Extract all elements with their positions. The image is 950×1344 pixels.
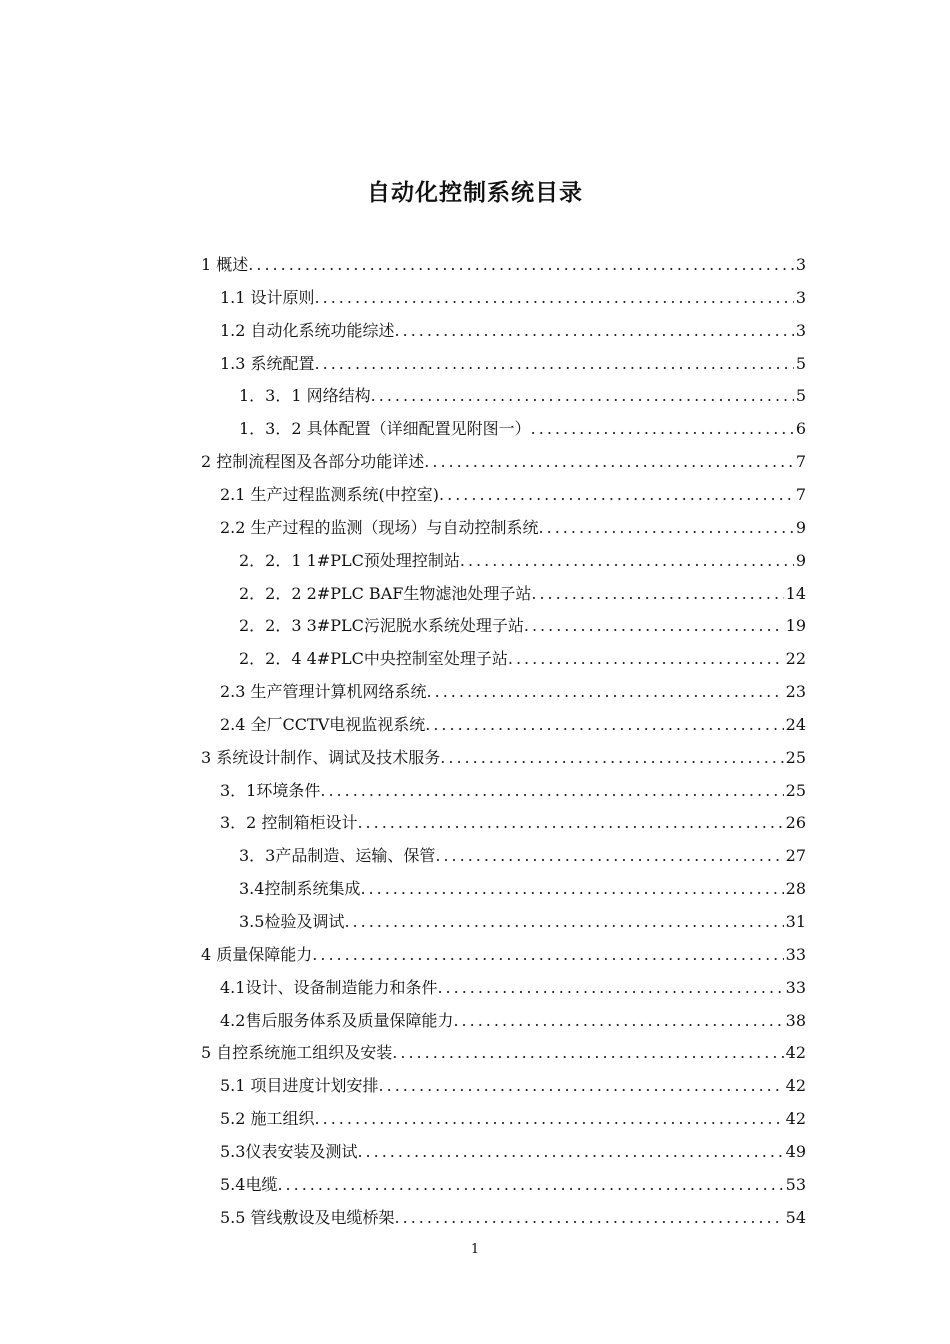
toc-entry-label: 2．2．3 3#PLC污泥脱水系统处理子站 [239,616,524,635]
toc-entry-label: 1．3．1 网络结构 [239,386,371,405]
toc-entry [220,314,806,347]
toc-entry-label: 5 自控系统施工组织及安装 [201,1043,393,1062]
toc-entry-label: 5.3仪表安装及测试 [220,1142,358,1161]
toc-entry-label: 5.1 项目进度计划安排 [220,1076,379,1095]
toc-entry-label: 5.4电缆 [220,1175,278,1194]
toc-entry-label: 2.4 全厂CCTV电视监视系统 [220,715,426,734]
toc-entry [220,1201,806,1234]
toc-leader-dots [427,675,784,708]
toc-leader-dots [320,774,783,807]
toc-entry [239,642,806,675]
toc-leader-dots [344,905,783,938]
toc-leader-dots [312,938,783,971]
toc-leader-dots [315,281,794,314]
document-title: 自动化控制系统目录 [367,180,583,206]
toc-entry [220,1069,806,1102]
toc-entry-page: 26 [785,813,806,832]
toc-leader-dots [360,872,783,905]
toc-entry [220,806,806,839]
toc-leader-dots [315,347,794,380]
toc-entry-label: 3．2 控制箱柜设计 [220,813,358,832]
toc-entry-label: 2．2．2 2#PLC BAF生物滤池处理子站 [239,584,532,603]
toc-entry-page: 42 [785,1043,806,1062]
toc-entry-label: 4 质量保障能力 [201,945,313,964]
toc-entry [220,1102,806,1135]
toc-entry-page: 42 [785,1109,806,1128]
toc-entry [201,248,806,281]
toc-entry-label: 2 控制流程图及各部分功能详述 [201,452,425,471]
toc-entry-page: 3 [795,321,806,340]
toc-leader-dots [424,445,794,478]
toc-entry [239,609,806,642]
toc-leader-dots [453,1004,783,1037]
toc-leader-dots [508,642,784,675]
toc-leader-dots [539,511,794,544]
toc-entry-label: 3 系统设计制作、调试及技术服务 [201,748,441,767]
toc-entry-page: 38 [785,1011,806,1030]
toc-entry-label: 1．3．2 具体配置（详细配置见附图一） [239,419,531,438]
toc-entry-label: 1 概述 [201,255,249,274]
toc-entry [220,1135,806,1168]
toc-entry [220,1004,806,1037]
toc-entry-page: 5 [795,354,806,373]
toc-entry-page: 27 [785,846,806,865]
toc-entry-label: 1.2 自动化系统功能综述 [220,321,395,340]
toc-entry-page: 22 [785,649,806,668]
toc-entry [220,511,806,544]
toc-entry-page: 3 [795,288,806,307]
toc-leader-dots [460,544,794,577]
page-number: 1 [470,1242,480,1257]
toc-entry-label: 3.5检验及调试 [239,912,345,931]
toc-entry [201,938,806,971]
toc-leader-dots [315,1102,784,1135]
toc-entry-page: 19 [785,616,806,635]
toc-entry [239,544,806,577]
toc-entry-label: 4.2售后服务体系及质量保障能力 [220,1011,454,1030]
toc-leader-dots [395,314,794,347]
toc-entry-page: 31 [785,912,806,931]
toc-entry-page: 3 [795,255,806,274]
toc-leader-dots [531,412,794,445]
toc-entry-page: 24 [785,715,806,734]
toc-leader-dots [440,741,783,774]
toc-entry [220,774,806,807]
toc-leader-dots [524,609,784,642]
toc-entry [220,675,806,708]
toc-leader-dots [277,1168,783,1201]
toc-entry-label: 1.3 系统配置 [220,354,315,373]
toc-entry-page: 7 [795,452,806,471]
toc-entry-label: 3．3产品制造、运输、保管 [239,846,436,865]
toc-leader-dots [437,971,783,1004]
toc-entry-label: 1.1 设计原则 [220,288,315,307]
toc-entry-label: 3．1环境条件 [220,781,321,800]
toc-entry-page: 14 [785,584,806,603]
toc-entry-label: 3.4控制系统集成 [239,879,361,898]
toc-entry-page: 25 [785,748,806,767]
toc-entry [220,478,806,511]
toc-leader-dots [435,839,783,872]
toc-entry-page: 33 [785,945,806,964]
toc-entry [201,741,806,774]
toc-entry-page: 23 [785,682,806,701]
toc-entry-label: 2．2．1 1#PLC预处理控制站 [239,551,460,570]
toc-entry [220,281,806,314]
toc-entry-label: 2.3 生产管理计算机网络系统 [220,682,427,701]
toc-entry [239,577,806,610]
toc-entry [239,412,806,445]
toc-leader-dots [395,1201,784,1234]
toc-entry-page: 49 [785,1142,806,1161]
toc-entry [239,379,806,412]
toc-entry [220,347,806,380]
toc-leader-dots [371,379,794,412]
toc-leader-dots [392,1036,783,1069]
toc-entry-page: 53 [785,1175,806,1194]
toc-entry-page: 7 [795,485,806,504]
toc-leader-dots [357,806,783,839]
toc-leader-dots [248,248,794,281]
toc-entry [239,839,806,872]
toc-leader-dots [425,708,783,741]
toc-entry [201,1036,806,1069]
toc-entry-page: 25 [785,781,806,800]
toc-entry [201,445,806,478]
toc-entry-label: 4.1设计、设备制造能力和条件 [220,978,438,997]
toc-leader-dots [357,1135,783,1168]
toc-leader-dots [439,478,794,511]
toc-entry [220,971,806,1004]
toc-entry-label: 5.2 施工组织 [220,1109,315,1128]
toc-entry-page: 42 [785,1076,806,1095]
toc-entry-label: 2．2．4 4#PLC中央控制室处理子站 [239,649,508,668]
toc-entry-page: 6 [795,419,806,438]
toc-entry-page: 28 [785,879,806,898]
toc-entry-page: 9 [795,518,806,537]
toc-leader-dots [379,1069,784,1102]
toc-entry [239,872,806,905]
toc-entry [220,1168,806,1201]
toc-entry-page: 9 [795,551,806,570]
toc-entry-label: 2.1 生产过程监测系统(中控室) [220,485,440,504]
toc-entry-page: 5 [795,386,806,405]
toc-entry-label: 5.5 管线敷设及电缆桥架 [220,1208,395,1227]
toc-entry-page: 33 [785,978,806,997]
toc-entry [239,905,806,938]
toc-leader-dots [531,577,783,610]
toc-entry-label: 2.2 生产过程的监测（现场）与自动控制系统 [220,518,539,537]
toc-entry-page: 54 [785,1208,806,1227]
toc-entry [220,708,806,741]
